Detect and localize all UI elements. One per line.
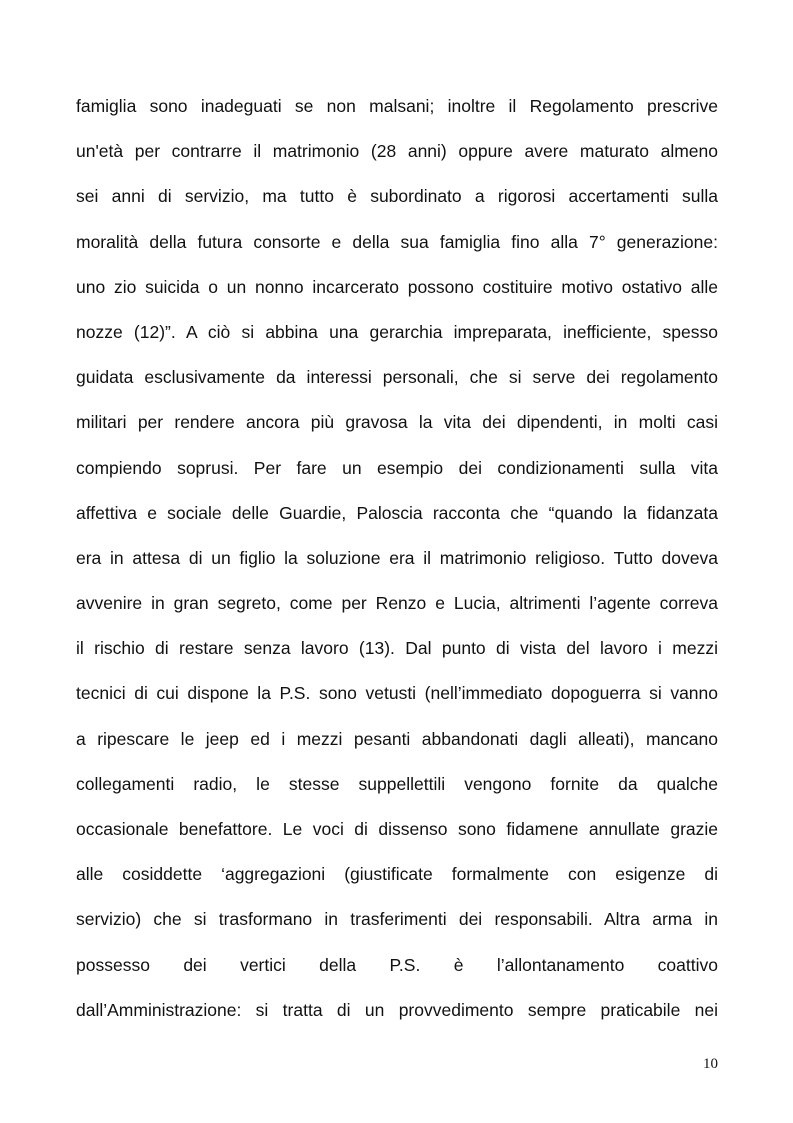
text-line: a ripescare le jeep ed i mezzi pesanti abbandonati dagli alleati), mancano bbox=[76, 728, 718, 749]
text-line: possesso dei vertici della P.S. è l’allontanamento coattivo bbox=[76, 954, 718, 975]
text-line: sei anni di servizio, ma tutto è subordinato a rigorosi accertamenti sulla bbox=[76, 186, 718, 207]
text-line: affettiva e sociale delle Guardie, Paloscia racconta che “quando la fidanzata bbox=[76, 502, 718, 523]
text-line: collegamenti radio, le stesse suppellettili vengono fornite da qualche bbox=[76, 773, 718, 794]
text-line: moralità della futura consorte e della sua famiglia fino alla 7° generazione: bbox=[76, 231, 718, 252]
text-line: un'età per contrarre il matrimonio (28 anni) oppure avere maturato almeno bbox=[76, 141, 718, 162]
text-line: uno zio suicida o un nonno incarcerato possono costituire motivo ostativo alle bbox=[76, 276, 718, 297]
text-line: occasionale benefattore. Le voci di dissenso sono fidamene annullate grazie bbox=[76, 819, 718, 839]
text-line: tecnici di cui dispone la P.S. sono vetusti (nell’immediato dopoguerra si vanno bbox=[76, 683, 718, 704]
text-line: guidata esclusivamente da interessi personali, che si serve dei regolamento bbox=[76, 367, 718, 388]
text-line: alle cosiddette ‘aggregazioni (giustificate formalmente con esigenze di bbox=[76, 864, 718, 885]
text-line: avvenire in gran segreto, come per Renzo e Lucia, altrimenti l’agente correva bbox=[76, 593, 718, 614]
text-line: servizio) che si trasformano in trasferimenti dei responsabili. Altra arma in bbox=[76, 909, 718, 930]
text-line: dall’Amministrazione: si tratta di un provvedimento sempre praticabile nei bbox=[76, 999, 718, 1020]
text-line: compiendo soprusi. Per fare un esempio dei condizionamenti sulla vita bbox=[76, 457, 718, 478]
text-line: nozze (12)”. A ciò si abbina una gerarchia impreparata, inefficiente, spesso bbox=[76, 321, 718, 342]
body-text bbox=[76, 84, 718, 1033]
text-line: famiglia sono inadeguati se non malsani; inoltre il Regolamento prescrive bbox=[76, 96, 718, 116]
text-line: era in attesa di un figlio la soluzione era il matrimonio religioso. Tutto doveva bbox=[76, 547, 718, 568]
page-number: 10 bbox=[703, 1056, 718, 1072]
text-line: il rischio di restare senza lavoro (13). Dal punto di vista del lavoro i mezzi bbox=[76, 638, 718, 659]
text-line: militari per rendere ancora più gravosa la vita dei dipendenti, in molti casi bbox=[76, 412, 718, 433]
